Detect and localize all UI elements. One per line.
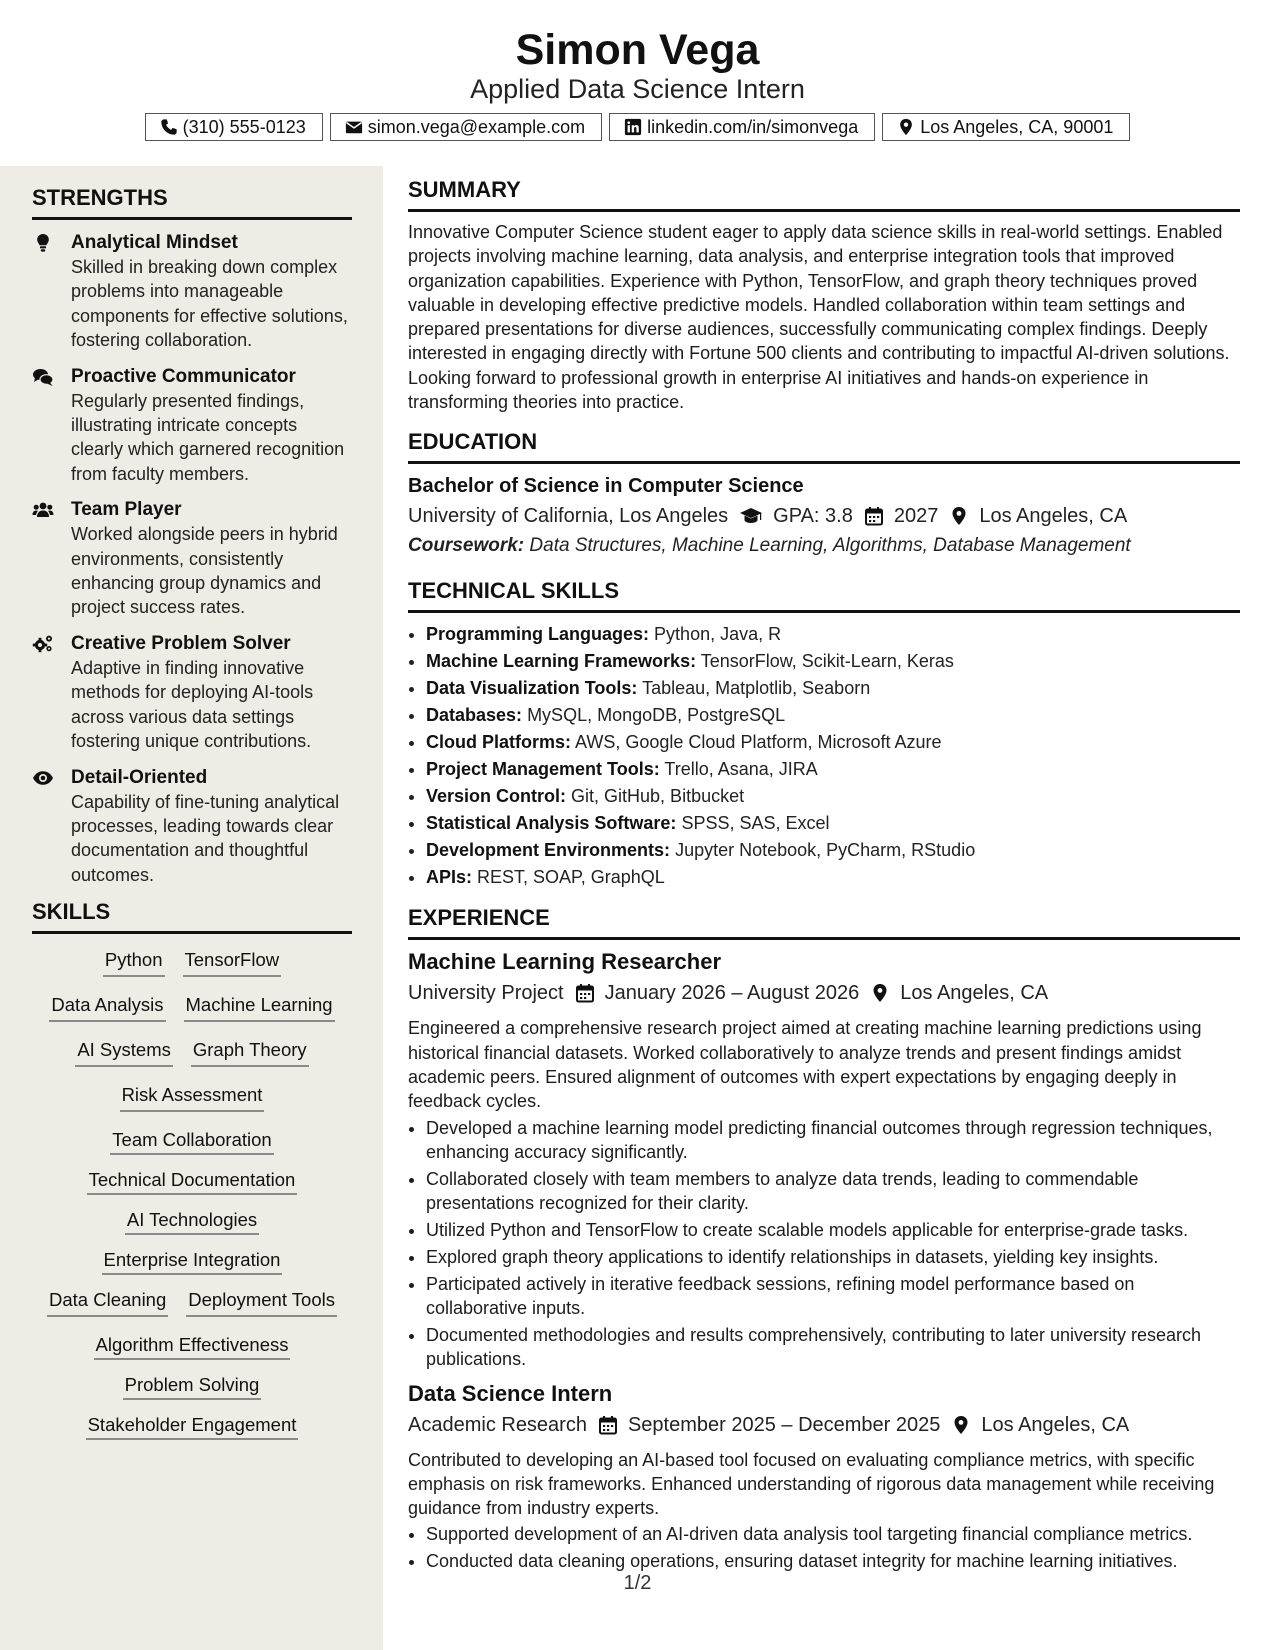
tech-skill-value: REST, SOAP, GraphQL [477, 866, 665, 887]
tech-skill-label: Statistical Analysis Software: [426, 812, 677, 833]
job-bullet: • Developed a machine learning model predicting financial outcomes through regression techniques, enhancing accuracy significantly. [426, 1116, 1240, 1165]
strength-description: Worked alongside peers in hybrid environments, consistently enhancing group dynamics and project success rates. [71, 524, 338, 618]
strength-description: Capability of fine-tuning analytical processes, leading towards clear documentation and thoughtful outcomes. [71, 791, 340, 885]
job-bullets [408, 1116, 1240, 1372]
tech-skill-value: SPSS, SAS, Excel [681, 812, 830, 833]
job-org: University Project [408, 982, 564, 1005]
contact-email-text: simon.vega@example.com [367, 116, 586, 137]
job-bullet: • Documented methodologies and results comprehensively, contributing to later university research publications. [426, 1323, 1240, 1372]
tech-skill-item [426, 864, 1240, 891]
skill-chip: Graph Theory [191, 1038, 309, 1067]
strength-title: Creative Problem Solver [71, 632, 291, 654]
summary-heading: SUMMARY [408, 176, 1240, 212]
coursework-label: Coursework: [408, 535, 525, 557]
strength-description: Adaptive in finding innovative methods for deploying AI-tools across various data settings fostering unique contributions. [71, 657, 314, 752]
skills-chips [32, 948, 352, 1437]
strengths-heading: STRENGTHS [32, 184, 352, 220]
calendar-icon [575, 983, 595, 1003]
contact-linkedin-text: linkedin.com/in/simonvega [647, 116, 859, 137]
skill-chip: Data Analysis [49, 993, 165, 1022]
contact-bar [0, 113, 1275, 141]
job-location: Los Angeles, CA [900, 982, 1049, 1005]
skill-chip: Python [103, 948, 165, 977]
job-bullet: • Utilized Python and TensorFlow to create scalable models applicable for enterprise-grade tasks. [426, 1218, 1240, 1242]
school-name: University of California, Los Angeles [408, 505, 729, 528]
tech-skill-value: Git, GitHub, Bitbucket [571, 785, 745, 806]
tech-skill-label: Machine Learning Frameworks: [426, 651, 697, 672]
skill-chip: Data Cleaning [47, 1288, 168, 1317]
tech-skill-label: Data Visualization Tools: [426, 678, 638, 699]
tech-skill-item [426, 648, 1240, 675]
location-pin-icon [870, 983, 890, 1003]
technical-skills-heading: TECHNICAL SKILLS [408, 577, 1240, 613]
tech-skill-label: Cloud Platforms: [426, 732, 572, 752]
education-heading: EDUCATION [408, 428, 1240, 464]
cogs-icon [32, 634, 54, 654]
skills-heading: SKILLS [32, 898, 352, 934]
contact-linkedin[interactable] [609, 113, 875, 141]
skill-chip-row [40, 1248, 344, 1272]
summary-text: Innovative Computer Science student eager to apply data science skills in real-world settings. Enabled projects involving machine learning, data analysis, and enterprise integration tools that improved organization capabilities. Experience with Python, TensorFlow, and graph theory techniques proved valuable in developing effective predictive models. Handled collaboration within team settings and prepared presentations for diverse audiences, successfully communicating complex findings. Deeply interested in engaging directly with Fortune 500 clients and contributing to impactful AI-driven solutions. Looking forward to professional growth in enterprise AI initiatives and hands-on experience in transforming theories into practice. [408, 222, 1230, 413]
strength-title: Analytical Mindset [71, 232, 238, 253]
tech-skill-label: Development Environments: [426, 839, 671, 860]
tech-skill-label: Programming Languages: [426, 624, 650, 645]
graduation-cap-icon [739, 506, 763, 526]
strength-item [32, 765, 352, 888]
skill-chip-row [40, 1373, 344, 1397]
strength-description: Skilled in breaking down complex problems into manageable components for effective solutions, fostering collaboration. [71, 257, 348, 351]
candidate-name: Simon Vega [515, 26, 760, 74]
tech-skill-label: Version Control: [426, 785, 567, 806]
contact-phone-text: (310) 555-0123 [182, 116, 306, 137]
resume-header [0, 0, 1275, 166]
tech-skill-item [426, 837, 1240, 864]
skill-chip: Deployment Tools [186, 1288, 337, 1317]
skill-chip: TensorFlow [183, 948, 282, 977]
skill-chip-row [40, 1208, 344, 1232]
strength-description: Regularly presented findings, illustrating intricate concepts clearly which garnered recognition from faculty members. [71, 390, 345, 484]
strength-title: Team Player [71, 499, 182, 521]
candidate-title: Applied Data Science Intern [470, 74, 805, 104]
skill-chip-row [40, 1168, 344, 1192]
calendar-icon [598, 1415, 618, 1435]
skill-chip: Algorithm Effectiveness [94, 1334, 291, 1360]
job-description: Engineered a comprehensive research project aimed at creating machine learning predictions using historical financial datasets. Worked collaboratively to analyze trends and present findings amidst academic peers. Ensured alignment of outcomes with expert expectations by engaging deeply in feedback cycles. [408, 1018, 1202, 1112]
tech-skill-item [426, 621, 1240, 648]
job-org: Academic Research [408, 1413, 587, 1436]
tech-skill-item [426, 810, 1240, 837]
technical-skills-list [408, 621, 1240, 890]
tech-skill-label: Databases: [426, 705, 523, 726]
job-meta [408, 1410, 1240, 1440]
calendar-icon [864, 506, 884, 526]
sidebar [0, 166, 383, 1650]
tech-skill-item [426, 756, 1240, 783]
job-bullet: • Participated actively in iterative feedback sessions, refining model performance based on collaborative inputs. [426, 1272, 1240, 1321]
users-icon [32, 500, 54, 520]
strength-title: Detail-Oriented [71, 766, 208, 788]
coursework [408, 531, 1240, 561]
strength-title: Proactive Communicator [71, 365, 296, 387]
tech-skill-item [426, 783, 1240, 810]
tech-skill-label: APIs: [426, 866, 473, 887]
eye-icon [32, 768, 54, 788]
skill-chip: Technical Documentation [87, 1169, 298, 1195]
skill-chip: Stakeholder Engagement [86, 1414, 299, 1440]
job-entry [408, 1380, 1240, 1574]
strengths-list [32, 230, 352, 887]
tech-skill-value: TensorFlow, Scikit-Learn, Keras [700, 651, 954, 672]
envelope-icon [345, 118, 363, 136]
location-pin-icon [951, 1415, 971, 1435]
skill-chip: Risk Assessment [120, 1083, 265, 1112]
skill-chip: Enterprise Integration [102, 1249, 283, 1275]
skill-chip-row [40, 1333, 344, 1357]
skill-chip: AI Technologies [125, 1209, 259, 1235]
job-bullet: • Explored graph theory applications to identify relationships in datasets, yielding key insights. [426, 1245, 1240, 1269]
strength-item [32, 497, 352, 620]
skill-chip: AI Systems [75, 1038, 173, 1067]
location-pin-icon [897, 118, 915, 136]
job-bullets [408, 1522, 1240, 1573]
tech-skill-value: AWS, Google Cloud Platform, Microsoft Azure [575, 732, 942, 752]
phone-icon [160, 118, 178, 136]
job-dates: January 2026 – August 2026 [604, 982, 860, 1005]
job-bullet: • Collaborated closely with team members to analyze data trends, leading to commendable presentations recognized for their clarity. [426, 1167, 1240, 1216]
job-bullet: • Supported development of an AI-driven data analysis tool targeting financial compliance metrics. [426, 1522, 1240, 1546]
comments-icon [32, 367, 54, 387]
linkedin-icon [624, 118, 642, 136]
gpa: GPA: 3.8 [773, 505, 853, 528]
strength-item [32, 230, 352, 353]
strength-item [32, 364, 352, 487]
tech-skill-value: Trello, Asana, JIRA [664, 758, 818, 779]
skill-chip-row [40, 1128, 344, 1152]
skill-chip-row [40, 1413, 344, 1437]
skill-chip: Team Collaboration [110, 1129, 273, 1155]
tech-skill-item [426, 702, 1240, 729]
job-location: Los Angeles, CA [981, 1413, 1130, 1436]
page-number: 1/2 [623, 1572, 652, 1594]
tech-skill-label: Project Management Tools: [426, 758, 660, 779]
job-meta [408, 978, 1240, 1008]
contact-location-text: Los Angeles, CA, 90001 [920, 116, 1114, 137]
tech-skill-value: Jupyter Notebook, PyCharm, RStudio [675, 839, 976, 860]
strength-item [32, 631, 352, 754]
tech-skill-item [426, 729, 1240, 756]
tech-skill-value: MySQL, MongoDB, PostgreSQL [527, 705, 786, 726]
job-bullet: • Conducted data cleaning operations, ensuring dataset integrity for machine learning initiatives. [426, 1549, 1240, 1573]
main-column [408, 176, 1240, 1576]
degree: Bachelor of Science in Computer Science [408, 475, 804, 498]
contact-phone[interactable] [145, 113, 323, 141]
education-meta [408, 501, 1240, 531]
job-title: Machine Learning Researcher [408, 949, 722, 975]
tech-skill-item [426, 675, 1240, 702]
education-location: Los Angeles, CA [979, 505, 1128, 528]
job-dates: September 2025 – December 2025 [627, 1413, 941, 1436]
location-pin-icon [949, 506, 969, 526]
job-title: Data Science Intern [408, 1380, 613, 1406]
experience-heading: EXPERIENCE [408, 904, 1240, 940]
graduation-year: 2027 [893, 505, 939, 528]
skill-chip: Problem Solving [123, 1374, 262, 1400]
contact-location[interactable] [882, 113, 1130, 141]
skill-chip: Machine Learning [184, 993, 335, 1022]
job-description: Contributed to developing an AI-based tool focused on evaluating compliance metrics, with specific emphasis on risk frameworks. Enhanced understanding of rigorous data management while receiving guidance from industry experts. [408, 1449, 1215, 1519]
job-entry [408, 948, 1240, 1371]
coursework-list: Data Structures, Machine Learning, Algorithms, Database Management [529, 535, 1131, 557]
contact-email[interactable] [330, 113, 602, 141]
lightbulb-icon [32, 233, 54, 253]
tech-skill-value: Tableau, Matplotlib, Seaborn [642, 678, 871, 699]
tech-skill-value: Python, Java, R [654, 624, 782, 645]
